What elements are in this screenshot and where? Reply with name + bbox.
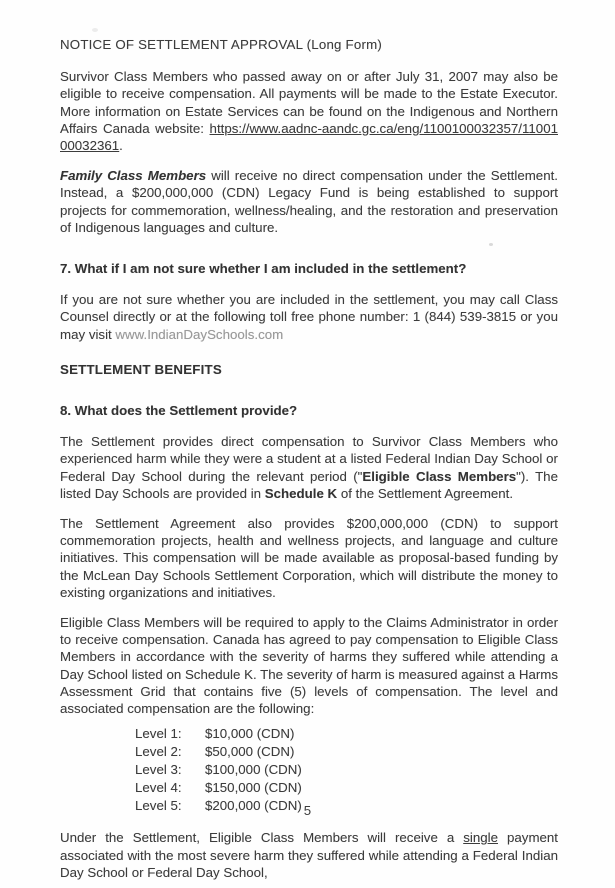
indian-day-schools-link[interactable]: www.IndianDaySchools.com: [115, 326, 284, 342]
level-label: Level 3:: [135, 762, 182, 778]
level-label: Level 2:: [135, 744, 182, 760]
question-7-heading: 7. What if I am not sure whether I am included in the settlement?: [60, 261, 467, 277]
settlement-benefits-heading: SETTLEMENT BENEFITS: [60, 361, 222, 377]
paragraph-single-payment: [60, 829, 558, 881]
survivor-paragraph-text: Survivor Class Members who passed away on or after July 31, 2007 may also be eligible to receive compensation. All payments will be made to the Estate Executor. More information on Estate Services can be found on the Indigenous and Northern Affairs Canada website:: [60, 69, 558, 136]
level-amount: $10,000 (CDN): [205, 726, 295, 742]
survivor-paragraph-period: .: [119, 138, 123, 154]
paragraph-family-class: [60, 167, 558, 236]
level-amount: $50,000 (CDN): [205, 744, 295, 760]
paragraph-claims-administrator: Eligible Class Members will be required to apply to the Claims Administrator in order to receive compensation. Canada has agreed to pay compensation to Eligible Class Members in accordance with the severity of harms they suffered while attending a Day School listed on Schedule K. The severity of harm is measured against a Harms Assessment Grid that contains five (5) levels of compensation. The level and associated compensation are the following:: [60, 615, 558, 717]
scan-speckle: [489, 243, 493, 246]
scan-speckle: [92, 28, 98, 32]
q8-p1-mid: "). The listed Day Schools are provided in: [60, 468, 558, 501]
question-7-body-text: If you are not sure whether you are included in the settlement, you may call Class Counsel directly or at the following toll free phone number: 1 (844) 539-3815 or you may visit: [60, 292, 558, 342]
paragraph-question-7-body: [60, 291, 558, 343]
list-item: [135, 725, 558, 743]
paragraph-settlement-provides: [60, 433, 558, 502]
question-8-heading: 8. What does the Settlement provide?: [60, 403, 298, 419]
level-amount: $200,000 (CDN): [205, 798, 302, 814]
schedule-k-bold: Schedule K: [264, 485, 338, 501]
level-amount: $100,000 (CDN): [205, 762, 302, 778]
level-label: Level 4:: [135, 780, 182, 796]
level-label: Level 5:: [135, 798, 182, 814]
q8-p1-before: The Settlement provides direct compensation to Survivor Class Members who experienced harm while they were a student at a listed Federal Indian Day School or Federal Day School during the relevant period (": [60, 434, 558, 484]
single-underlined-word: single: [463, 830, 498, 846]
list-item: [135, 779, 558, 797]
page-number: 5: [303, 803, 312, 818]
list-item: [135, 743, 558, 761]
q8-p4-before: Under the Settlement, Eligible Class Members will receive a: [60, 830, 464, 846]
paragraph-survivor-class: [60, 68, 558, 154]
list-item: [135, 761, 558, 779]
q8-p1-after: of the Settlement Agreement.: [337, 485, 514, 501]
level-label: Level 1:: [135, 726, 182, 742]
paragraph-legacy-funding: The Settlement Agreement also provides $200,000,000 (CDN) to support commemoration projects, health and wellness projects, and language and culture initiatives. This compensation will be made available as proposal-based funding by the McLean Day Schools Settlement Corporation, which will distribute the money to existing organizations and initiatives.: [60, 516, 558, 600]
estate-services-link[interactable]: https://www.aadnc-aandc.gc.ca/eng/1100100032357/1100100032361: [60, 120, 558, 154]
page-title: NOTICE OF SETTLEMENT APPROVAL (Long Form): [60, 37, 382, 52]
q8-p4-after: payment associated with the most severe harm they suffered while attending a Federal Indian Day School or Federal Day School,: [60, 830, 559, 880]
eligible-class-members-bold: Eligible Class Members: [362, 468, 517, 484]
family-class-lead: Family Class Members: [60, 168, 207, 184]
family-paragraph-text: will receive no direct compensation under the Settlement. Instead, a $200,000,000 (CDN) Legacy Fund is being established to support projects for commemoration, wellness/healing, and the restoration and preservation of Indigenous languages and culture.: [60, 168, 558, 235]
level-amount: $150,000 (CDN): [205, 780, 302, 796]
